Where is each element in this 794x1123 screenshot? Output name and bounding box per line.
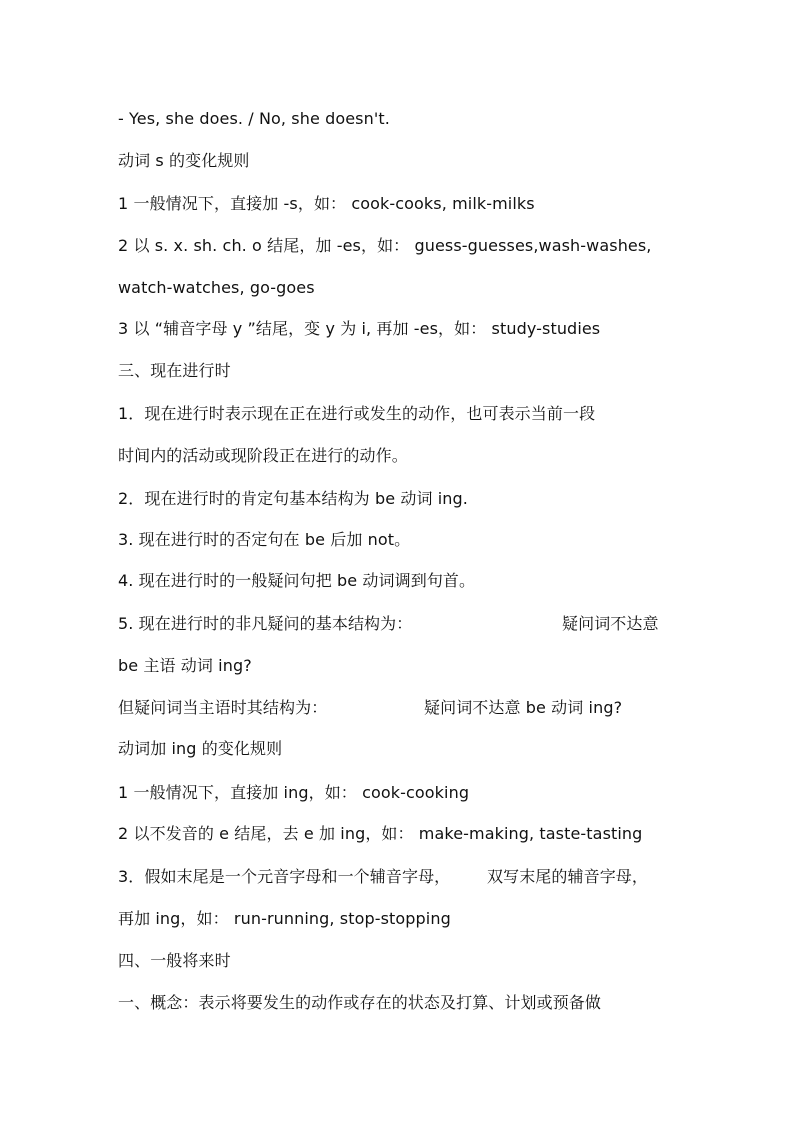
text-line-wh-question-structure-left: 5. 现在进行时的非凡疑问的基本结构为：: [118, 614, 413, 633]
text-line-verb-s-rules-heading: 动词 s 的变化规则: [118, 151, 250, 170]
text-line-negative-structure: 3. 现在进行时的否定句在 be 后加 not。: [118, 530, 411, 549]
text-line-ing-rule-1: 1 一般情况下，直接加 ing，如： cook-cooking: [118, 783, 470, 802]
text-line-rule-1-add-s: 1 一般情况下，直接加 -s，如： cook-cooks, milk-milks: [118, 194, 535, 213]
text-line-rule-2-continued: watch-watches, go-goes: [118, 278, 315, 297]
text-line-yes-no-answer: - Yes, she does. / No, she doesn't.: [118, 109, 390, 128]
text-line-present-continuous-definition-continued: 时间内的活动或现阶段正在进行的动作。: [118, 446, 408, 465]
text-line-ing-rule-3-right: 双写末尾的辅音字母，: [487, 867, 649, 886]
text-line-ing-rule-3: [118, 865, 684, 889]
text-line-subject-question-structure-right: 疑问词不达意 be 动词 ing?: [424, 698, 623, 717]
text-line-affirmative-structure: 2．现在进行时的肯定句基本结构为 be 动词 ing.: [118, 489, 468, 508]
text-line-present-continuous-definition: 1．现在进行时表示现在正在进行或发生的动作，也可表示当前一段: [118, 404, 596, 423]
text-line-rule-2-add-es: 2 以 s. x. sh. ch. o 结尾，加 -es，如： guess-guesses,wash-washes,: [118, 236, 652, 255]
text-line-wh-question-formula: be 主语 动词 ing?: [118, 656, 252, 675]
text-line-ing-rule-2: 2 以不发音的 e 结尾，去 e 加 ing，如： make-making, taste-tasting: [118, 824, 643, 843]
text-line-yes-no-question-structure: 4. 现在进行时的一般疑问句把 be 动词调到句首。: [118, 571, 476, 590]
text-line-ing-rule-3-continued: 再加 ing，如： run-running, stop-stopping: [118, 909, 451, 928]
section-heading-simple-future: 四、一般将来时: [118, 951, 231, 970]
text-line-subject-question-structure: [118, 696, 684, 720]
text-line-verb-ing-rules-heading: 动词加 ing 的变化规则: [118, 739, 283, 758]
text-line-wh-question-structure: [118, 612, 684, 636]
text-line-rule-3-y-to-ies: 3 以 “辅音字母 y ”结尾，变 y 为 i, 再加 -es，如： study-studies: [118, 319, 601, 338]
text-line-simple-future-concept: 一、概念：表示将要发生的动作或存在的状态及打算、计划或预备做: [118, 993, 602, 1012]
section-heading-present-continuous: 三、现在进行时: [118, 361, 231, 380]
text-line-subject-question-structure-left: 但疑问词当主语时其结构为：: [118, 698, 328, 717]
text-line-ing-rule-3-left: 3．假如末尾是一个元音字母和一个辅音字母，: [118, 867, 451, 886]
text-line-wh-question-structure-right: 疑问词不达意: [562, 614, 659, 633]
